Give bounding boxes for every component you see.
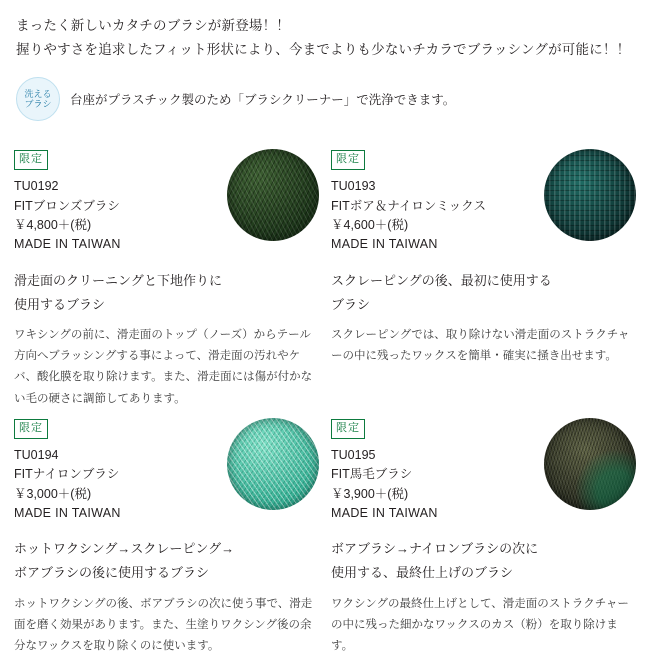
intro-line-1: まったく新しいカタチのブラシが新登場！！: [16, 18, 290, 33]
product-price: ￥3,900＋(税): [331, 486, 409, 501]
product-info: [331, 416, 538, 524]
horsehair-bristle-swatch: [544, 418, 636, 510]
product-price: ￥4,800＋(税): [14, 218, 92, 232]
product-card-tu0192: [14, 147, 319, 416]
product-price: ￥3,000＋(税): [14, 486, 92, 501]
boa-nylon-mix-swatch: [544, 149, 636, 241]
product-origin: MADE IN TAIWAN: [14, 237, 121, 252]
product-description: ワキシングの前に、滑走面のトップ（ノーズ）からテール方向へブラッシングする事によって、滑走面の汚れやケバ、酸化膜を取り除けます。また、滑走面には傷が付かない毛の硬さに調節してあります。: [14, 328, 313, 405]
product-info: [14, 416, 221, 524]
product-heading-line-1: 滑走面のクリーニングと下地作りに: [14, 272, 223, 288]
nylon-bristle-swatch: [227, 418, 319, 510]
product-top: [331, 147, 636, 255]
product-top: [14, 147, 319, 255]
product-name: FIT馬毛ブラシ: [331, 467, 413, 482]
product-heading-line-2: 使用するブラシ: [14, 296, 106, 312]
product-code: TU0193: [331, 179, 376, 194]
washable-badge-line-2: ブラシ: [24, 99, 52, 110]
product-description: ワクシングの最終仕上げとして、滑走面のストラクチャーの中に残った細かなワックスのカス（粉）を取り除けます。: [331, 597, 629, 653]
product-grid: [0, 147, 650, 663]
product-description: ホットワクシングの後、ボアブラシの次に使う事で、滑走面を磨く効果があります。また、生塗りワクシング後の余分なワックスを取り除くのに使います。: [14, 597, 313, 653]
product-origin: MADE IN TAIWAN: [331, 237, 438, 252]
product-heading: [331, 537, 636, 585]
product-price: ￥4,600＋(税): [331, 218, 409, 232]
product-name: FITボア＆ナイロンミックス: [331, 198, 486, 213]
limited-badge: 限定: [14, 150, 48, 170]
product-info: [331, 147, 538, 255]
washable-note: [16, 77, 650, 121]
product-description: スクレーピングでは、取り除けない滑走面のストラクチャーの中に残ったワックスを簡単・確実に掻き出せます。: [331, 328, 630, 363]
product-code: TU0194: [14, 447, 59, 462]
intro-line-2: 握りやすさを追求したフィット形状により、今までよりも少ないチカラでブラッシングが可能に！！: [16, 41, 631, 57]
product-heading: [331, 269, 636, 317]
product-heading: [14, 269, 319, 317]
washable-note-text: 台座がプラスチック製のため「ブラシクリーナー」で洗浄できます。: [70, 93, 456, 108]
washable-badge-line-1: 洗える: [24, 88, 52, 99]
product-heading-line-2: ボアブラシの後に使用するブラシ: [14, 565, 210, 581]
washable-brush-icon: [16, 77, 60, 121]
product-heading-line-2: 使用する、最終仕上げのブラシ: [331, 565, 514, 581]
product-heading-line-1: スクレーピングの後、最初に使用する: [331, 272, 552, 288]
product-card-tu0195: [331, 416, 636, 663]
product-origin: MADE IN TAIWAN: [14, 506, 121, 521]
product-heading-line-1: ボアブラシ→ナイロンブラシの次に: [331, 541, 539, 557]
product-info: [14, 147, 221, 255]
product-top: [331, 416, 636, 524]
product-heading: [14, 537, 319, 585]
limited-badge: 限定: [331, 150, 365, 170]
product-name: FITナイロンブラシ: [14, 467, 120, 482]
product-top: [14, 416, 319, 524]
product-name: FITブロンズブラシ: [14, 198, 120, 213]
bronze-bristle-swatch: [227, 149, 319, 241]
intro-header: [0, 0, 650, 61]
product-origin: MADE IN TAIWAN: [331, 506, 438, 521]
product-code: TU0192: [14, 179, 59, 194]
product-heading-line-2: ブラシ: [331, 296, 371, 312]
limited-badge: 限定: [14, 419, 48, 439]
product-card-tu0193: [331, 147, 636, 416]
product-heading-line-1: ホットワクシング→スクレーピング→: [14, 541, 235, 557]
limited-badge: 限定: [331, 419, 365, 439]
product-code: TU0195: [331, 447, 376, 462]
product-card-tu0194: [14, 416, 319, 663]
